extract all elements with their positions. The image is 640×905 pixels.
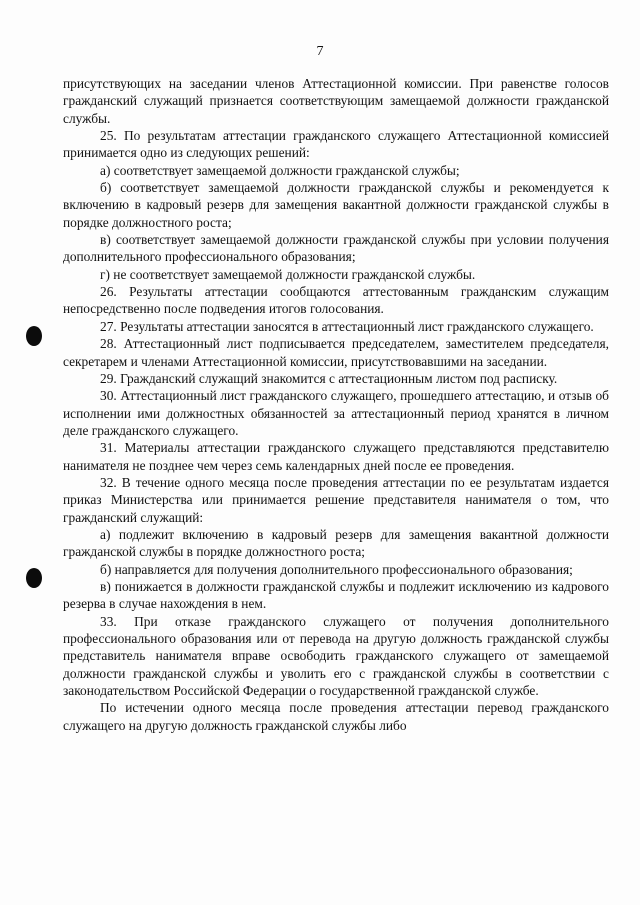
paragraph-32-a: а) подлежит включению в кадровый резерв для замещения вакантной должности гражданской службы в порядке должностного роста; — [63, 526, 609, 560]
paragraph-28: 28. Аттестационный лист подписывается председателем, заместителем председателя, секретарем и членами Аттестационной комиссии, присутствовавшими на заседании. — [63, 336, 609, 369]
paragraph-30: 30. Аттестационный лист гражданского служащего, прошедшего аттестацию, и отзыв об исполнении ими должностных обязанностей за аттестационный период хранятся в личном деле гражданского служащего. — [63, 388, 609, 438]
paragraph-32-v: в) понижается в должности гражданской службы и подлежит исключению из кадрового резерва в случае нахождения в нем. — [63, 578, 609, 612]
paragraph-27: 27. Результаты аттестации заносятся в аттестационный лист гражданского служащего. — [100, 318, 594, 334]
paragraph-25: 25. По результатам аттестации гражданского служащего Аттестационной комиссией принимается одно из следующих решений: — [63, 128, 609, 161]
document-body — [63, 75, 609, 734]
paragraph-34: По истечении одного месяца после проведения аттестации перевод гражданского служащего на другую должность гражданской службы либо — [63, 700, 609, 733]
paragraph-25-v: в) соответствует замещаемой должности гражданской службы при условии получения дополнительного профессионального образования; — [63, 232, 609, 265]
punch-hole-mark — [26, 326, 42, 346]
paragraph-29: 29. Гражданский служащий знакомится с аттестационным листом под расписку. — [100, 370, 558, 386]
paragraph-26: 26. Результаты аттестации сообщаются аттестованным гражданским служащим непосредственно после подведения итогов голосования. — [63, 284, 609, 317]
page-number: 7 — [316, 44, 324, 59]
paragraph-25-a: а) соответствует замещаемой должности гражданской службы; — [100, 162, 460, 178]
punch-hole-mark — [26, 568, 42, 588]
paragraph-25-g: г) не соответствует замещаемой должности гражданской службы. — [100, 266, 476, 282]
paragraph-continuation: присутствующих на заседании членов Аттестационной комиссии. При равенстве голосов гражданский служащий признается соответствующим замещаемой должности гражданской службы. — [63, 76, 609, 126]
paragraph-31: 31. Материалы аттестации гражданского служащего представляются представителю нанимателя не позднее чем через семь календарных дней после ее проведения. — [63, 440, 609, 473]
paragraph-33: 33. При отказе гражданского служащего от получения дополнительного профессионального образования или от перевода на другую должность гражданской службы представитель нанимателя вправе освободить гражданского служащего от замещаемой должности гражданской службы и уволить его с гражданской службы в соответствии с законодательством Российской Федерации о государственной гражданской службе. — [63, 613, 609, 699]
paragraph-32-b: б) направляется для получения дополнительного профессионального образования; — [100, 561, 573, 577]
paragraph-32: 32. В течение одного месяца после проведения аттестации по ее результатам издается приказ Министерства или принимается решение представителя нанимателя о том, что гражданский служащий: — [63, 474, 609, 525]
paragraph-25-b: б) соответствует замещаемой должности гражданской службы и рекомендуется к включению в кадровый резерв для замещения вакантной должности гражданской службы в порядке должностного роста; — [63, 180, 609, 230]
